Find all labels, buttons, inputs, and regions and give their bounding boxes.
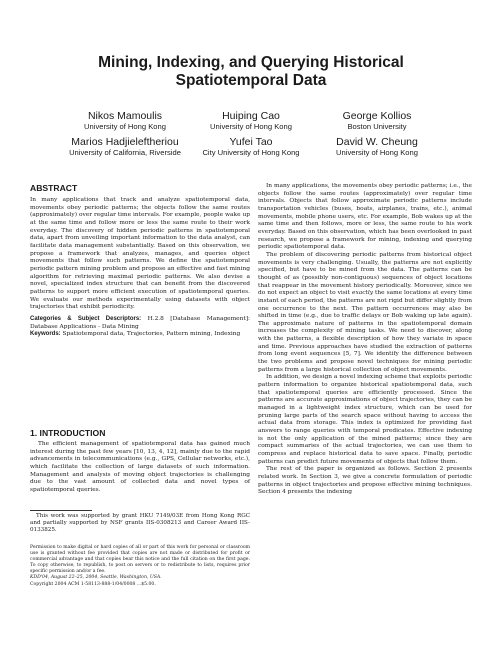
body-text: The problem of discovering periodic patterns from historical object movements is very challenging. Usually, the patterns are not explicitly specified, but have to be mined from the data. The patterns can be thought of as (possibly non-contiguous) sequences of object locations that reappear in the movement history periodically. Moreover, since we do not expect an object to visit — [258, 251, 472, 297]
author-affiliation: University of Hong Kong — [210, 122, 292, 131]
funding-footnote — [30, 513, 250, 535]
categories-label: Categories & Subject Descriptors: — [30, 315, 142, 322]
keywords-label: Keywords: — [30, 331, 61, 338]
paper-title — [40, 54, 462, 90]
author-name: Huiping Cao — [222, 110, 280, 122]
categories-text: H.2.8 [Database Management]: Database Applications - Data Mining — [30, 315, 251, 330]
keywords-text: Spatiotemporal data, Trajectories, Pattern mining, Indexing — [60, 331, 241, 338]
body-paragraph: In addition, we design a novel indexing scheme that exploits periodic pattern information to organize historical spatiotemporal data, such that spatiotemporal queries are efficiently processed. Since the patterns are accurate approximations of object trajectories, they can be managed in a lightweight index structure, which can be used for pruning large parts of the search space without having to access the actual data from storage. This index is optimized for providing fast answers to range queries with temporal predicates. Effective indexing is not the only application of the mined patterns; since they are compact summaries of the actual trajectories, we can use them to compress and replace historical data to save space. Finally, periodic patterns can predict future movements of objects that follow them. — [258, 374, 472, 465]
introduction-text: The efficient management of spatiotemporal data has gained much interest during the past few years [10, 13, 4, 12], mainly due to the rapid advancements in telecommunications (e.g., GPS, Cellular networks, etc.), which facilitate the collection of large datasets of such information. Management and analysis of moving object trajectories is challenging due to the vast amount of collected data and novel types of spatiotemporal queries. — [30, 441, 250, 493]
author-affiliation: University of California, Riverside — [69, 148, 181, 157]
categories-line — [30, 316, 250, 331]
introduction-body — [30, 441, 250, 495]
introduction-heading: 1. INTRODUCTION — [30, 428, 106, 438]
author-affiliation: University of Hong Kong — [84, 122, 166, 131]
body-text: the same locations at every time instant of each period, the patterns are not rigid but differ slightly from one occurrence to the next. The pattern occurrences may also be shifted in time (e.g., due to traffic delays or Bob waking up late again). The approximate nature of patterns in the spatiotemporal domain increases the complexity of mining tasks. We need to discover, along with the patterns, a flexible description of how they variate in space and time. Previous approaches have studied the extraction of patterns from long event sequences [5, 7]. We identify the difference between the two problems and propose novel techniques for mining periodic patterns from a large historical collection of object movements. — [258, 290, 473, 373]
body-paragraph: The rest of the paper is organized as follows. Section 2 presents related work. In Section 3, we give a concrete formulation of periodic patterns in object trajectories and propose effective mining techniques. Section 4 presents the indexing — [258, 466, 472, 496]
author-block — [55, 136, 195, 157]
author-name: Yufei Tao — [229, 136, 273, 148]
right-column — [258, 183, 472, 497]
author-name: Marios Hadjieleftheriou — [71, 136, 179, 148]
author-affiliation: City University of Hong Kong — [202, 148, 300, 157]
author-block — [181, 110, 321, 131]
emphasis-text: exactly — [352, 290, 374, 297]
abstract-heading: ABSTRACT — [30, 183, 78, 193]
copyright-line: Copyright 2004 ACM 1-58113-888-1/04/0008 ...$5.00. — [30, 581, 156, 587]
left-column — [30, 183, 250, 339]
body-paragraph: In many applications, the movements obey periodic patterns; i.e., the objects follow the same routes (approximately) over regular time intervals. Objects that follow approximate periodic patterns include transportation vehicles (buses, boats, airplanes, trains, etc.), animal movements, mobile phone users, etc. For example, Bob wakes up at the same time and then follows, more or less, the same route to his work everyday. Based on this observation, which has been overlooked in past research, we propose a framework for mining, indexing and querying periodic spatiotemporal data. — [258, 183, 472, 251]
permission-text: Permission to make digital or hard copies of all or part of this work for personal or classroom use is granted without fee provided that copies are not made or distributed for profit or commercial advantage and that copies bear this notice and the full citation on the first page. To copy otherwise, to republish, to post on servers or to redistribute to lists, requires prior specific permission and/or a fee. — [30, 545, 250, 575]
abstract-text: In many applications that track and analyze spatiotemporal data, movements obey periodic patterns; the objects follow the same routes (approximately) over regular time intervals. For example, people wake up at the same time and follow more or less the same route to their work everyday. The discovery of hidden periodic patterns in spatiotemporal data, apart from unveiling important information to the data analyst, can facilitate data management substantially. Based on this observation, we propose a framework that analyzes, manages, and queries object movements that follow such patterns. We define the spatiotemporal periodic pattern mining problem and propose an effective and fast mining algorithm for retrieving maximal periodic patterns. We also devise a novel, specialized index structure that can benefit from the discovered patterns to support more efficient execution of spatiotemporal queries. We evaluate our methods experimentally using datasets with object trajectories that exhibit periodicity. — [30, 197, 250, 311]
permission-block — [30, 545, 250, 588]
author-affiliation: University of Hong Kong — [336, 148, 418, 157]
keywords-line — [30, 331, 250, 339]
author-name: David W. Cheung — [336, 136, 418, 148]
title-line-1: Mining, Indexing, and Querying Historical — [98, 54, 404, 71]
author-block — [181, 136, 321, 157]
author-name: George Kollios — [342, 110, 412, 122]
author-block — [55, 110, 195, 131]
body-paragraph — [258, 252, 472, 375]
author-block — [307, 110, 447, 131]
author-affiliation: Boston University — [347, 122, 407, 131]
author-name: Nikos Mamoulis — [87, 110, 163, 122]
footnote-rule — [30, 510, 92, 511]
footnote-text: This work was supported by grant HKU 7149/03E from Hong Kong RGC and partially supported by NSF grants IIS-0308213 and Career Award IIS-0133825. — [30, 513, 250, 534]
title-line-2: Spatiotemporal Data — [175, 72, 327, 89]
conference-line: KDD'04, August 22–25, 2004, Seattle, Washington, USA. — [30, 575, 162, 581]
author-block — [307, 136, 447, 157]
